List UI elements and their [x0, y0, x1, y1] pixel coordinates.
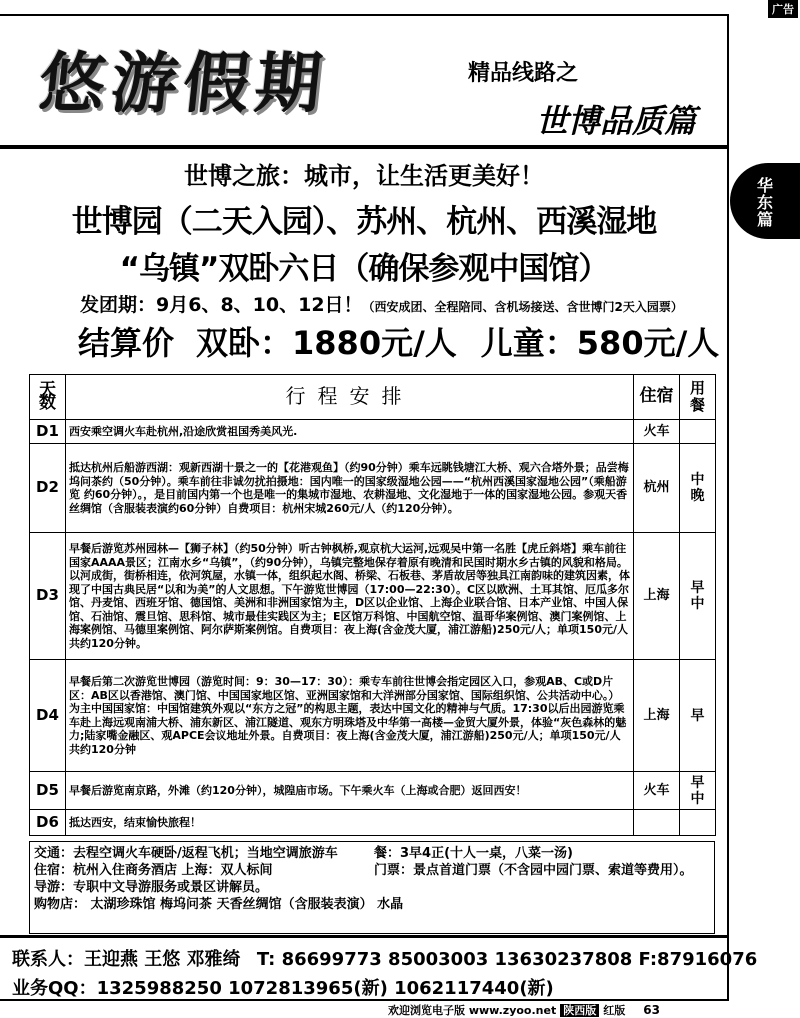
page-number: 63 — [643, 1003, 660, 1017]
row-meal: 早 — [680, 660, 716, 772]
contact-people: 联系人：王迎燕 王悠 邓雅绮 — [12, 949, 241, 970]
row-stay: 杭州 — [634, 444, 680, 533]
header-stay: 住宿 — [634, 375, 680, 420]
table-row — [30, 420, 716, 444]
row-day: D2 — [30, 444, 66, 533]
note-row: 导游：专职中文导游服务或景区讲解员。 — [34, 880, 269, 895]
row-day: D6 — [30, 810, 66, 836]
note-row: 购物店： 太湖珍珠馆 梅坞问茶 天香丝绸馆（含服装表演） 水晶 — [34, 897, 404, 912]
region-badge-char: 篇 — [756, 210, 773, 229]
table-row — [30, 810, 716, 836]
header-meal: 用 餐 — [680, 375, 716, 420]
row-day: D5 — [30, 772, 66, 810]
row-meal: 早 中 — [680, 772, 716, 810]
row-meal — [680, 420, 716, 444]
itinerary-table — [29, 374, 716, 836]
row-desc: 早餐后游览南京路，外滩（约120分钟），城隍庙市场。下午乘火车（上海或合肥）返回西安！ — [66, 772, 634, 810]
row-day: D4 — [30, 660, 66, 772]
row-stay: 上海 — [634, 533, 680, 660]
table-row — [30, 772, 716, 810]
row-meal: 早 中 — [680, 533, 716, 660]
row-desc: 西安乘空调火车赴杭州,沿途欣赏祖国秀美风光. — [66, 420, 634, 444]
table-row — [30, 533, 716, 660]
ad-tag: 广告 — [768, 0, 798, 18]
price-line — [78, 318, 719, 364]
header-rule — [0, 145, 728, 149]
tour-title-line2: “乌镇”双卧六日（确保参观中国馆） — [119, 251, 609, 287]
row-day: D1 — [30, 420, 66, 444]
service-notes — [29, 841, 715, 934]
table-row — [30, 660, 716, 772]
header-plan: 行程安排 — [66, 375, 634, 420]
bottom-rule — [0, 999, 729, 1001]
table-row — [30, 444, 716, 533]
header-subtitle: 精品线路之 — [468, 61, 579, 86]
header-series-title: 世博品质篇 — [536, 102, 697, 140]
departure-note: （西安成团、全程陪同、含机场接送、含世博门2天入园票） — [362, 300, 683, 314]
row-day: D3 — [30, 533, 66, 660]
row-desc: 早餐后游览苏州园林—【狮子林】（约50分钟）听古钟枫桥,观京杭大运河,远观吴中第一名胜【虎丘斜塔】乘车前往国家AAAA景区；江南水乡“乌镇”，（约90分钟），乌镇完整地保存着原有晚清和民国时期水乡古镇的风貌和格局。以河成街，街桥相连，依河筑屋，水镇一体，组织起水阁、桥梁、石板巷、茅盾故居等独具江南韵味的建筑因素，体现了中国古典民居“以和为美”的人文思想。下午游览世博园（17:00—22:30）。C区以欧洲、土耳其馆、厄瓜多尔馆、丹麦馆、西班牙馆、德国馆、美洲和非洲国家馆为主，D区以企业馆、上海企业联合馆、日本产业馆、中国人保馆、石油馆、震旦馆、思科馆、城市最佳实践区为主；E区馆万科馆、中国航空馆、温哥华案例馆、澳门案例馆、上海案例馆、马德里案例馆、阿尔萨斯案例馆。自费项目：夜上海(含金茂大厦，浦江游船)250元/人；单项150元/人共约120分钟。 — [66, 533, 634, 660]
tour-title-line1: 世博园（二天入园）、苏州、杭州、西溪湿地 — [71, 204, 657, 240]
contact-line — [12, 945, 757, 971]
region-badge-char: 华 — [756, 176, 773, 195]
row-desc: 抵达西安，结束愉快旅程！ — [66, 810, 634, 836]
contact-qq: 业务QQ：1325988250 1072813965(新) 1062117440(新) — [12, 978, 554, 999]
footer-browse: 欢迎浏览电子版 www.zyoo.net — [388, 1004, 557, 1017]
header-day: 天数 — [30, 375, 66, 420]
row-desc: 早餐后第二次游览世博园（游览时间：9：30—17：30）：乘专车前往世博会指定园区入口，参观AB、C或D片区：AB区以香港馆、澳门馆、中国国家地区馆、亚洲国家馆和大洋洲部分国家馆、国际组织馆、公共活动中心。）为主中国国家馆：中国馆建筑外观以“东方之冠”的构思主题，表达中国文化的精神与气质。17:30以后出园游览乘车赴上海远观南浦大桥、浦东新区、浦江隧道、观东方明珠塔及中华第一高楼—金贸大厦外景，体验“灰色森林的魅力;陆家嘴金融区、观APCE会议地址外景。自费项目：夜上海(含金茂大厦，浦江游船)250元/人；单项150元/人共约120分钟 — [66, 660, 634, 772]
note-row: 住宿：杭州入住商务酒店 上海：双人标间 门票：景点首道门票（不含园中园门票、索道等费用）。 — [34, 863, 693, 878]
row-meal: 中 晚 — [680, 444, 716, 533]
footer-rule — [0, 935, 728, 938]
slogan: 世博之旅：城市，让生活更美好！ — [184, 162, 544, 190]
note-row: 交通：去程空调火车硬卧/返程飞机；当地空调旅游车 餐：3早4正(十人一桌，八菜一汤) — [34, 846, 573, 861]
row-stay — [634, 810, 680, 836]
price-child: 儿童：580元/人 — [480, 324, 720, 362]
price-adult: 双卧：1880元/人 — [196, 324, 457, 362]
brand-logo: 悠游假期 — [35, 44, 332, 122]
top-rule — [0, 14, 728, 16]
region-badge-char: 东 — [756, 193, 773, 212]
departure-dates — [80, 290, 683, 317]
contact-phones: T: 86699773 85003003 13630237808 F:87916076 — [256, 949, 758, 970]
row-meal — [680, 810, 716, 836]
departure-text: 发团期：9月6、8、10、12日！ — [80, 294, 363, 316]
footer-color: 红版 — [603, 1004, 626, 1017]
row-stay: 火车 — [634, 772, 680, 810]
table-header-row — [30, 375, 716, 420]
price-label: 结算价 — [78, 324, 175, 362]
footer-edition: 陕西版 — [560, 1004, 599, 1017]
region-badge — [730, 163, 800, 239]
row-stay: 火车 — [634, 420, 680, 444]
row-desc: 抵达杭州后船游西湖：观新西湖十景之一的【花港观鱼】（约90分钟）乘车远眺钱塘江大桥、观六合塔外景；品尝梅坞问茶约（50分钟）。乘车前往非诚勿扰拍摄地：国内唯一的国家级湿地公园——“杭州西溪国家湿地公园”（乘船游览 约60分钟）。，是目前国内第一个也是唯一的集城市湿地、农耕湿地、文化湿地于一体的国家湿地公园。参观天香丝绸馆（含服装表演约60分钟）自费项目：杭州宋城260元/人（约120分钟）。 — [66, 444, 634, 533]
row-stay: 上海 — [634, 660, 680, 772]
page-footer — [388, 1002, 660, 1018]
